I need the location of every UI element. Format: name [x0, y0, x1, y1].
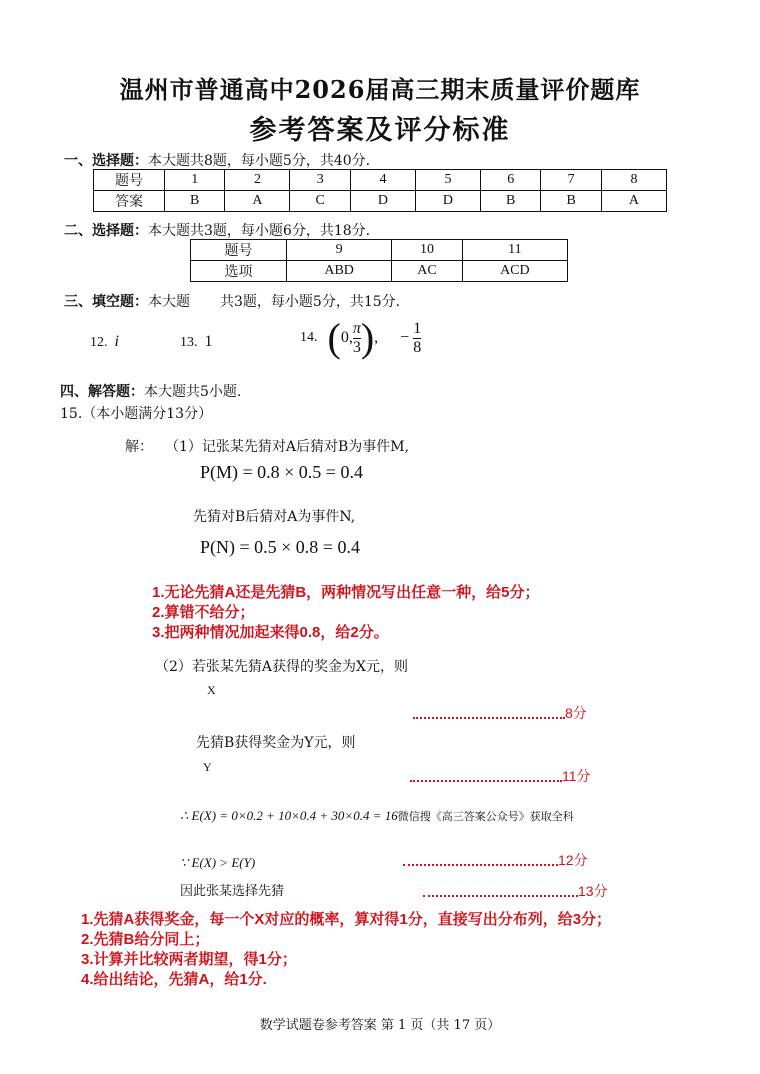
table-header-cell: 题号: [191, 240, 287, 261]
table-cell: 6: [481, 170, 541, 191]
answer-14-left: 0,: [340, 329, 353, 346]
distribution-y-label: Y: [203, 760, 212, 774]
section4-heading: [60, 381, 241, 401]
table-cell: 9: [287, 240, 392, 261]
q15-solution-label: 解：: [125, 439, 153, 455]
score-8: [413, 703, 587, 723]
answer-12-value: i: [114, 333, 119, 350]
score-dots: [423, 895, 578, 897]
section3-desc-part2: 共3题，每小题5分，共15分.: [220, 294, 401, 310]
fraction-denominator: 8: [413, 338, 422, 356]
expectation-compare: ∵ E(X) > E(Y): [180, 855, 256, 870]
right-paren: ): [360, 315, 375, 360]
table-cell: 7: [541, 170, 601, 191]
answer-14-fraction-pi-3: [353, 320, 361, 357]
answer-12-number: 12.: [90, 335, 108, 350]
table-cell: ABD: [287, 261, 392, 282]
score-dots: [410, 780, 562, 782]
score-dots: [413, 717, 565, 719]
table-cell: B: [541, 191, 601, 212]
table-header-cell: 题号: [94, 170, 165, 191]
table-cell: 8: [601, 170, 666, 191]
score-dots: [403, 864, 558, 866]
table-cell: 1: [165, 170, 225, 191]
answer-12: [90, 333, 119, 351]
grading-note-part2: [81, 910, 611, 990]
q15-part2-text: （2）若张某先猜A获得的奖金为X元，则: [155, 659, 408, 675]
fraction-denominator: 3: [352, 338, 361, 356]
grading-note-line: 4.给出结论，先猜A，给1分.: [81, 971, 267, 988]
q15-text-n: 先猜对B后猜对A为事件N,: [193, 509, 356, 525]
answer-14-minus: −: [400, 329, 410, 346]
page-footer: 数学试题卷参考答案 第 1 页（共 17 页）: [259, 1018, 501, 1033]
table-row: [191, 240, 568, 261]
table-row: [94, 191, 667, 212]
section2-label: 二、选择题：: [64, 223, 148, 239]
grading-note-line: 2.先猜B给分同上；: [81, 931, 210, 948]
section2-desc: 本大题共3题，每小题6分，共18分.: [148, 223, 371, 239]
grading-note-part1: [152, 583, 540, 643]
table-cell: 11: [462, 240, 567, 261]
score-11: [410, 766, 591, 786]
score-13: [423, 881, 608, 901]
table-header-cell: 答案: [94, 191, 165, 212]
score-11-label: 11分: [562, 768, 591, 784]
answer-14: [300, 315, 422, 360]
table-row: [191, 261, 568, 282]
fraction-numerator: 1: [413, 319, 422, 337]
grading-note-line: 1.先猜A获得奖金，每一个X对应的概率，算对得1分，直接写出分布列，给3分；: [81, 911, 612, 928]
expectation-equation: [180, 808, 574, 824]
table-cell: 5: [415, 170, 480, 191]
score-13-label: 13分: [578, 883, 608, 899]
table-cell: 2: [225, 170, 290, 191]
page-title: 温州市普通高中2026届高三期末质量评价题库: [119, 75, 641, 104]
section4-desc: 本大题共5小题.: [144, 384, 242, 400]
answer-13-number: 13.: [180, 335, 198, 350]
answer-13-value: 1: [204, 333, 213, 350]
table-cell: 10: [392, 240, 462, 261]
section1-heading: [64, 150, 370, 170]
table-cell: 4: [350, 170, 415, 191]
table-cell: A: [225, 191, 290, 212]
answer-14-fraction-1-8: [413, 320, 421, 357]
section4-label: 四、解答题：: [60, 384, 144, 400]
q15-conclusion: 因此张某选择先猜: [180, 884, 285, 899]
table-cell: B: [481, 191, 541, 212]
grading-note-line: 3.计算并比较两者期望，得1分；: [81, 951, 297, 968]
page-subtitle: 参考答案及评分标准: [249, 115, 511, 146]
table-cell: B: [165, 191, 225, 212]
section3-label: 三、填空题：: [64, 294, 148, 310]
section1-answer-table: [93, 169, 667, 212]
q15-part1-text: （1）记张某先猜对A后猜对B为事件M,: [165, 439, 410, 455]
answer-14-comma: ,: [374, 329, 379, 346]
table-cell: AC: [392, 261, 462, 282]
equation-p-m: P(M) = 0.8 × 0.5 = 0.4: [200, 462, 363, 482]
section1-label: 一、选择题：: [64, 153, 148, 169]
table-cell: C: [290, 191, 350, 212]
answer-14-number: 14.: [300, 330, 318, 345]
grading-note-line: 1.无论先猜A还是先猜B，两种情况写出任意一种，给5分；: [152, 584, 540, 601]
section1-desc: 本大题共8题，每小题5分，共40分.: [148, 153, 371, 169]
grading-note-line: 3.把两种情况加起来得0.8，给2分。: [152, 624, 389, 641]
grading-note-line: 2.算错不给分；: [152, 604, 255, 621]
distribution-x-label: X: [207, 683, 216, 697]
left-paren: (: [327, 315, 341, 360]
table-header-cell: 选项: [191, 261, 287, 282]
score-12: [403, 850, 588, 870]
table-cell: D: [415, 191, 480, 212]
table-cell: 3: [290, 170, 350, 191]
answer-13: [180, 333, 213, 351]
q15-text-y: 先猜B获得奖金为Y元，则: [196, 735, 356, 751]
score-8-label: 8分: [565, 705, 587, 721]
watermark-text: 微信搜《高三答案公众号》获取全科: [397, 811, 574, 823]
fraction-numerator: π: [352, 319, 361, 337]
table-cell: D: [350, 191, 415, 212]
table-cell: ACD: [462, 261, 567, 282]
section3-desc-part1: 本大题: [148, 294, 190, 310]
equation-p-n: P(N) = 0.5 × 0.8 = 0.4: [200, 537, 360, 557]
table-cell: A: [601, 191, 666, 212]
section2-answer-table: [190, 239, 568, 282]
table-row: [94, 170, 667, 191]
section3-heading: [64, 291, 400, 311]
section2-heading: [64, 220, 370, 240]
score-12-label: 12分: [558, 852, 588, 868]
expectation-formula: ∴ E(X) = 0×0.2 + 10×0.4 + 30×0.4 = 16: [180, 808, 398, 823]
q15-header: 15.（本小题满分13分）: [60, 406, 213, 422]
